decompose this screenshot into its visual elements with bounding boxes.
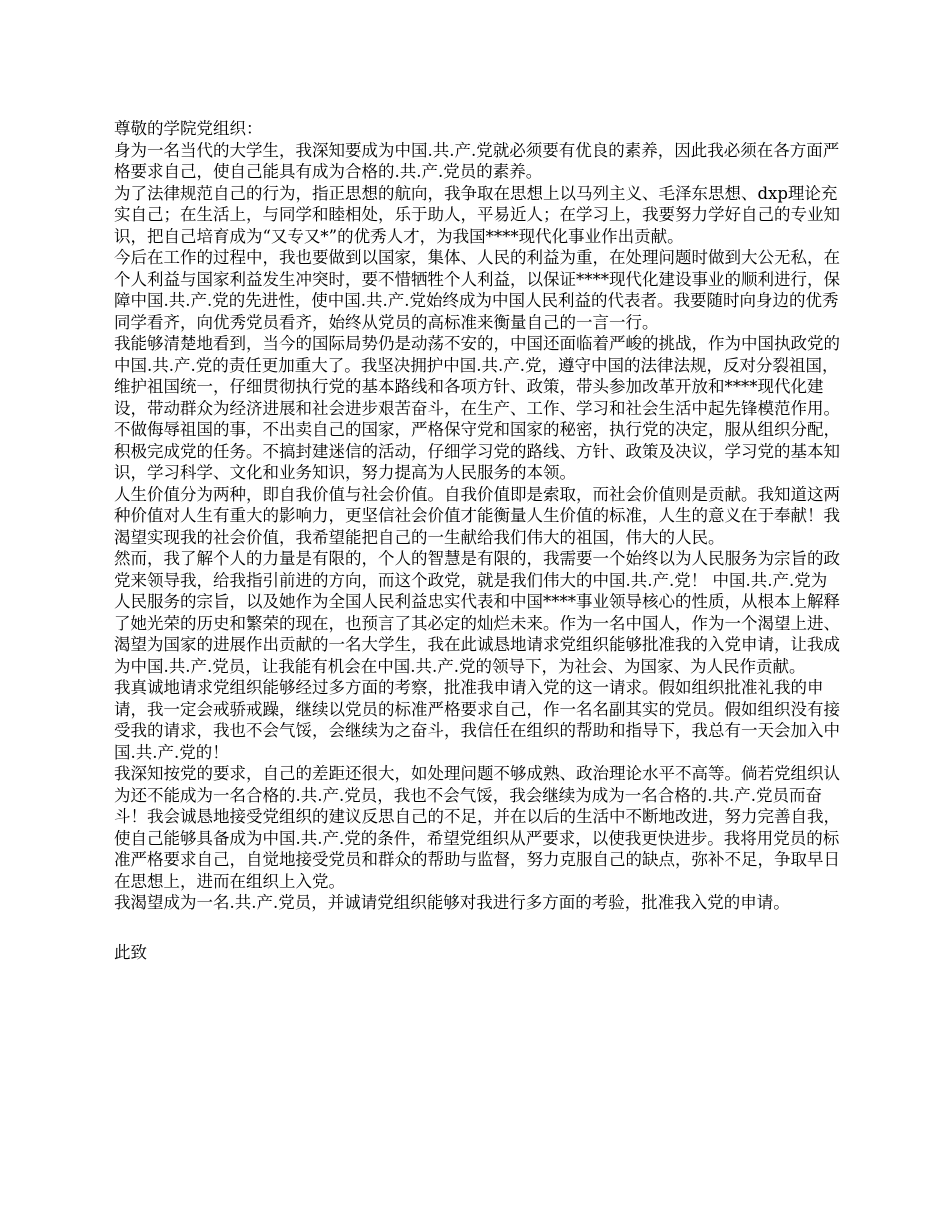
paragraph: 我渴望成为一名.共.产.党员，并诚请党组织能够对我进行多方面的考验，批准我入党的申请。: [114, 893, 790, 912]
paragraph: 我深知按党的要求，自己的差距还很大，如处理问题不够成熟、政治理论水平不高等。倘若党组织认为还不能成为一名合格的.共.产.党员，我也不会气馁，我会继续为成为一名合格的.共.产.党员而奋斗！我会诚恳地接受党组织的建议反思自己的不足，并在以后的生活中不断地改进，努力完善自我，使自己能够具备成为中国.共.产.党的条件，希望党组织从严要求，以使我更快进步。我将用党员的标准严格要求自己，自觉地接受党员和群众的帮助与监督，努力克服自己的缺点，弥补不足，争取早日在思想上，进而在组织上入党。: [114, 764, 840, 891]
paragraph: 今后在工作的过程中，我也要做到以国家，集体、人民的利益为重，在处理问题时做到大公无私，在个人利益与国家利益发生冲突时，要不惜牺牲个人利益，以保证****现代化建设事业的顺利进行，保障中国.共.产.党的先进性，使中国.共.产.党始终成为中国人民利益的代表者。我要随时向身边的优秀同学看齐，向优秀党员看齐，始终从党员的高标准来衡量自己的一言一行。: [114, 248, 840, 332]
paragraph: 人生价值分为两种，即自我价值与社会价值。自我价值即是索取，而社会价值则是贡献。我知道这两种价值对人生有重大的影响力，更坚信社会价值才能衡量人生价值的标准，人生的意义在于奉献！我渴望实现我的社会价值，我希望能把自己的一生献给我们伟大的祖国，伟大的人民。: [114, 484, 840, 547]
letter-body: [114, 118, 840, 963]
paragraph: 然而，我了解个人的力量是有限的，个人的智慧是有限的，我需要一个始终以为人民服务为宗旨的政党来领导我，给我指引前进的方向，而这个政党，就是我们伟大的中国.共.产.党！ 中国.共.产.党为人民服务的宗旨，以及她作为全国人民利益忠实代表和中国****事业领导核心的性质，从根本上解释了她光荣的历史和繁荣的现在，也预言了其必定的灿烂未来。作为一名中国人，作为一个渴望上进、渴望为国家的进展作出贡献的一名大学生，我在此诚恳地请求党组织能够批准我的入党申请，让我成为中国.共.产.党员，让我能有机会在中国.共.产.党的领导下，为社会、为国家、为人民作贡献。: [114, 549, 840, 676]
paragraph: 不做侮辱祖国的事，不出卖自己的国家，严格保守党和国家的秘密，执行党的决定，服从组织分配，积极完成党的任务。不搞封建迷信的活动，仔细学习党的路线、方针、政策及决议，学习党的基本知识，学习科学、文化和业务知识，努力提高为人民服务的本领。: [114, 420, 840, 482]
salutation: 尊敬的学院党组织：: [114, 119, 263, 138]
paragraph: 我真诚地请求党组织能够经过多方面的考察，批准我申请入党的这一请求。假如组织批准礼我的申请，我一定会戒骄戒躁，继续以党员的标准严格要求自己，作一名名副其实的党员。假如组织没有接受我的请求，我也不会气馁，会继续为之奋斗，我信任在组织的帮助和指导下，我总有一天会加入中国.共.产.党的！: [114, 678, 840, 762]
paragraph: 我能够清楚地看到，当今的国际局势仍是动荡不安的，中国还面临着严峻的挑战，作为中国执政党的中国.共.产.党的责任更加重大了。我坚决拥护中国.共.产.党，遵守中国的法律法规，反对分裂祖国，维护祖国统一，仔细贯彻执行党的基本路线和各项方针、政策，带头参加改革开放和****现代化建设，带动群众为经济进展和社会进步艰苦奋斗，在生产、工作、学习和社会生活中起先锋模范作用。: [114, 334, 840, 418]
paragraph: 身为一名当代的大学生，我深知要成为中国.共.产.党就必须要有优良的素养，因此我必须在各方面严格要求自己，使自己能具有成为合格的.共.产.党员的素养。: [114, 140, 840, 181]
closing-line: 此致: [114, 942, 147, 962]
paragraph: 为了法律规范自己的行为，指正思想的航向，我争取在思想上以马列主义、毛泽东思想、dxp理论充实自己；在生活上，与同学和睦相处，乐于助人，平易近人；在学习上，我要努力学好自己的专业知识，把自己培育成为“又专又*”的优秀人才，为我国****现代化事业作出贡献。: [114, 183, 840, 246]
